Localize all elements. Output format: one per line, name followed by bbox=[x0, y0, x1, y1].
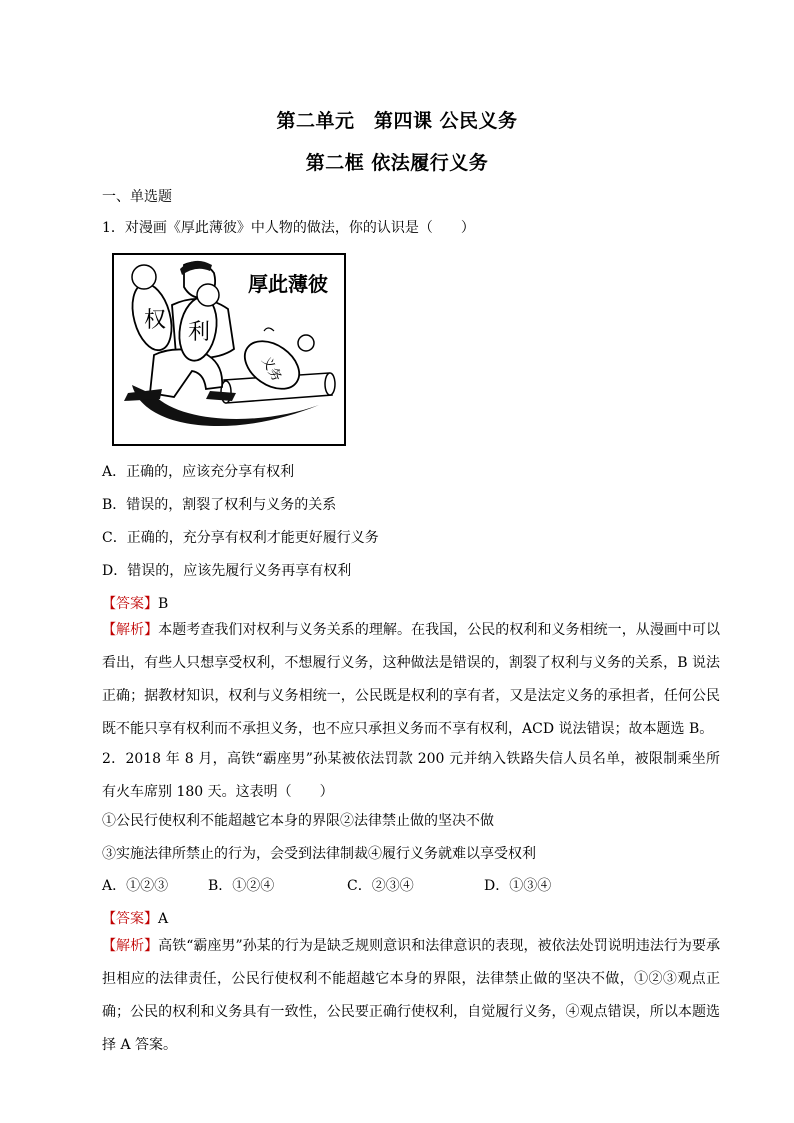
analysis-tag: 【解析】 bbox=[102, 938, 159, 954]
cartoon-label-rights-2: 利 bbox=[188, 320, 211, 345]
cartoon-illustration bbox=[112, 253, 346, 446]
q1-option-a: A．正确的，应该充分享有权利 bbox=[102, 464, 295, 480]
q1-answer bbox=[102, 594, 722, 614]
page-title: 第二单元 第四课 公民义务 bbox=[276, 110, 518, 132]
answer-tag: 【答案】 bbox=[102, 911, 158, 927]
q2-option-a: A．①②③ bbox=[102, 878, 169, 894]
q1-option-d: D．错误的，应该先履行义务再享有权利 bbox=[102, 563, 352, 579]
q2-answer bbox=[102, 909, 722, 929]
cartoon-label-rights-1: 权 bbox=[144, 308, 167, 333]
analysis-text: 高铁“霸座男”孙某的行为是缺乏规则意识和法律意识的表现，被依法处罚说明违法行为要承担相应的法律责任，公民行使权利不能超越它本身的界限，法律禁止做的坚决不做，①②③观点正确；公民的权利和义务具有一致性，公民要正确行使权利，自觉履行义务，④观点错误，所以本题选择 A 答案。 bbox=[102, 938, 721, 1053]
q1-option-b: B．错误的，割裂了权利与义务的关系 bbox=[102, 497, 337, 513]
cartoon-label-duty: 义务 bbox=[258, 354, 285, 385]
q2-statement-2: ③实施法律所禁止的行为，会受到法律制裁④履行义务就难以享受权利 bbox=[102, 846, 536, 862]
section-heading: 一、单选题 bbox=[102, 189, 172, 205]
q2-option-c: C．②③④ bbox=[347, 878, 414, 894]
question-1-stem: 1．对漫画《厚此薄彼》中人物的做法，你的认识是（ ） bbox=[102, 220, 475, 236]
cartoon-caption: 厚此薄彼 bbox=[248, 272, 328, 296]
q1-option-c: C．正确的，充分享有权利才能更好履行义务 bbox=[102, 530, 379, 546]
analysis-text: 本题考查我们对权利与义务关系的理解。在我国，公民的权利和义务相统一，从漫画中可以看出，有些人只想享受权利，不想履行义务，这种做法是错误的，割裂了权利与义务的关系，B 说法正确；据教材知识，权利与义务相统一，公民既是权利的享有者，又是法定义务的承担者，任何公民既不能只享有权利而不承担义务，也不应只承担义务而不享有权利，ACD 说法错误；故本题选 B。 bbox=[102, 622, 720, 737]
q2-option-d: D．①③④ bbox=[484, 878, 552, 894]
answer-tag: 【答案】 bbox=[102, 596, 158, 612]
analysis-tag: 【解析】 bbox=[102, 622, 159, 638]
q2-options bbox=[102, 876, 722, 896]
answer-value: B bbox=[158, 596, 169, 612]
q2-option-b: B．①②④ bbox=[208, 878, 275, 894]
page-subtitle: 第二框 依法履行义务 bbox=[305, 152, 489, 174]
q2-statement-1: ①公民行使权利不能超越它本身的界限②法律禁止做的坚决不做 bbox=[102, 813, 494, 829]
cartoon-drawing bbox=[114, 255, 344, 444]
answer-value: A bbox=[158, 911, 169, 927]
q1-analysis bbox=[102, 614, 720, 746]
question-2-stem: 2．2018 年 8 月，高铁“霸座男”孙某被依法罚款 200 元并纳入铁路失信人员名单，被限制乘坐所有火车席别 180 天。这表明（ ） bbox=[102, 751, 720, 800]
q2-analysis bbox=[102, 930, 720, 1062]
